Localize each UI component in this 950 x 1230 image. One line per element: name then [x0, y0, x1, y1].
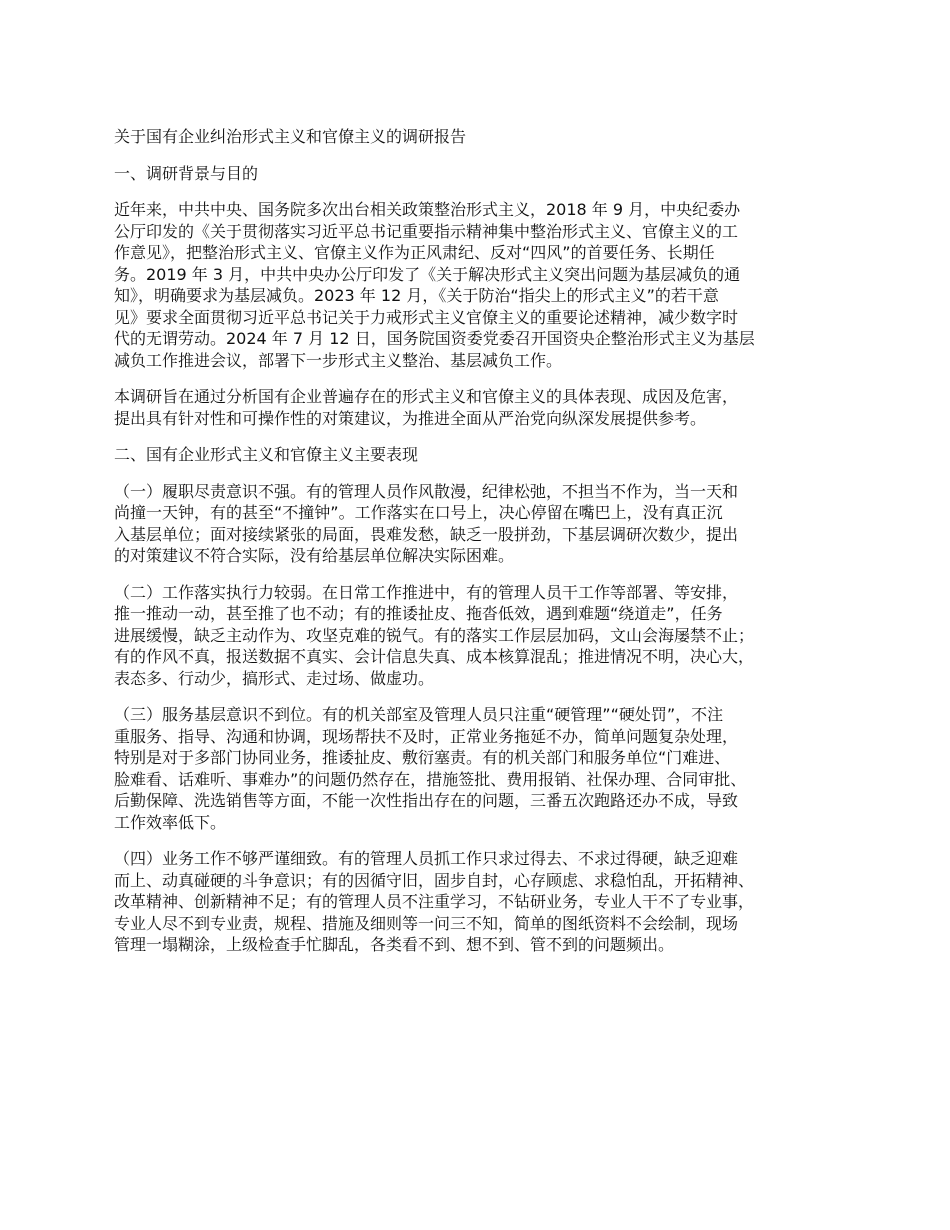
section-heading-manifestations: 二、国有企业形式主义和官僚主义主要表现	[114, 445, 419, 464]
paragraph-line: 而上、动真碰硬的斗争意识；有的因循守旧，固步自封，心存顾虑、求稳怕乱，开拓精神、	[114, 870, 755, 890]
paragraph-line: （二）工作落实执行力较弱。在日常工作推进中，有的管理人员干工作等部署、等安排，	[114, 582, 739, 602]
paragraph-line: 表态多、行动少，搞形式、走过场、做虚功。	[114, 668, 435, 688]
paragraph-item-1	[114, 481, 858, 567]
paragraph-line: 工作效率低下。	[114, 812, 227, 832]
paragraph-line: 进展缓慢，缺乏主动作为、攻坚克难的锐气。有的落实工作层层加码，文山会海屡禁不止；	[114, 625, 755, 645]
paragraph-research-purpose	[114, 386, 858, 429]
paragraph-line: 有的作风不真，报送数据不真实、会计信息失真、成本核算混乱；推进情况不明，决心大，	[114, 647, 755, 666]
paragraph-line: 推一推动一动，甚至推了也不动；有的推诿扯皮、拖沓低效，遇到难题“绕道走”，任务	[114, 604, 723, 623]
paragraph-line: （四）业务工作不够严谨细致。有的管理人员抓工作只求过得去、不求过得硬，缺乏迎难	[114, 849, 739, 868]
paragraph-item-2	[114, 582, 858, 690]
paragraph-line: 后勤保障、洗选销售等方面，不能一次性指出存在的问题，三番五次跑路还办不成，导致	[114, 791, 739, 810]
paragraph-line: 知》，明确要求为基层减负。2023 年 12 月，《关于防治“指尖上的形式主义”的若干意	[114, 286, 719, 305]
paragraph-line: （三）服务基层意识不到位。有的机关部室及管理人员只注重“硬管理”“硬处罚”，不注	[114, 705, 724, 724]
paragraph-line: 重服务、指导、沟通和协调，现场帮扶不及时，正常业务拖延不办，简单问题复杂处理，	[114, 726, 739, 746]
paragraph-line: 公厅印发的《关于贯彻落实习近平总书记重要指示精神集中整治形式主义、官僚主义的工	[114, 221, 739, 241]
paragraph-line: 提出具有针对性和可操作性的对策建议，为推进全面从严治党向纵深发展提供参考。	[114, 408, 707, 428]
document-title: 关于国有企业纠治形式主义和官僚主义的调研报告	[114, 127, 467, 146]
paragraph-line: 尚撞一天钟，有的甚至“不撞钟”。工作落实在口号上，决心停留在嘴巴上，没有真正沉	[114, 503, 723, 522]
paragraph-item-4	[114, 848, 858, 956]
paragraph-line: （一）履职尽责意识不强。有的管理人员作风散漫，纪律松弛，不担当不作为，当一天和	[114, 481, 739, 501]
paragraph-line: 的对策建议不符合实际，没有给基层单位解决实际困难。	[114, 546, 515, 565]
paragraph-line: 减负工作推进会议，部署下一步形式主义整治、基层减负工作。	[114, 350, 563, 370]
document-body	[114, 126, 858, 971]
paragraph-line: 代的无谓劳动。2024 年 7 月 12 日，国务院国资委党委召开国资央企整治形式主义为基层	[114, 329, 755, 348]
paragraph-line: 本调研旨在通过分析国有企业普遍存在的形式主义和官僚主义的具体表现、成因及危害，	[114, 387, 739, 406]
paragraph-line: 脸难看、话难听、事难办”的问题仍然存在，措施签批、费用报销、社保办理、合同审批、	[114, 769, 747, 789]
paragraph-line: 专业人尽不到专业责，规程、措施及细则等一问三不知，简单的图纸资料不会绘制，现场	[114, 913, 739, 933]
section-heading-background: 一、调研背景与目的	[114, 163, 259, 183]
paragraph-line: 务。2019 年 3 月，中共中央办公厅印发了《关于解决形式主义突出问题为基层减负的通	[114, 264, 741, 284]
paragraph-line: 近年来，中共中央、国务院多次出台相关政策整治形式主义，2018 年 9 月，中央纪委办	[114, 200, 741, 219]
paragraph-item-3	[114, 704, 858, 833]
paragraph-line: 见》要求全面贯彻习近平总书记关于力戒形式主义官僚主义的重要论述精神，减少数字时	[114, 307, 739, 327]
paragraph-line: 管理一塌糊涂，上级检查手忙脚乱，各类看不到、想不到、管不到的问题频出。	[114, 935, 675, 954]
paragraph-line: 入基层单位；面对接续紧张的局面，畏难发愁，缺乏一股拼劲，下基层调研次数少，提出	[114, 524, 739, 544]
paragraph-line: 特别是对于多部门协同业务，推诿扯皮、敷衍塞责。有的机关部门和服务单位“门难进、	[114, 748, 731, 767]
paragraph-policy-background	[114, 199, 858, 371]
paragraph-line: 作意见》，把整治形式主义、官僚主义作为正风肃纪、反对“四风”的首要任务、长期任	[114, 243, 715, 262]
paragraph-line: 改革精神、创新精神不足；有的管理人员不注重学习，不钻研业务，专业人干不了专业事，	[114, 892, 755, 911]
